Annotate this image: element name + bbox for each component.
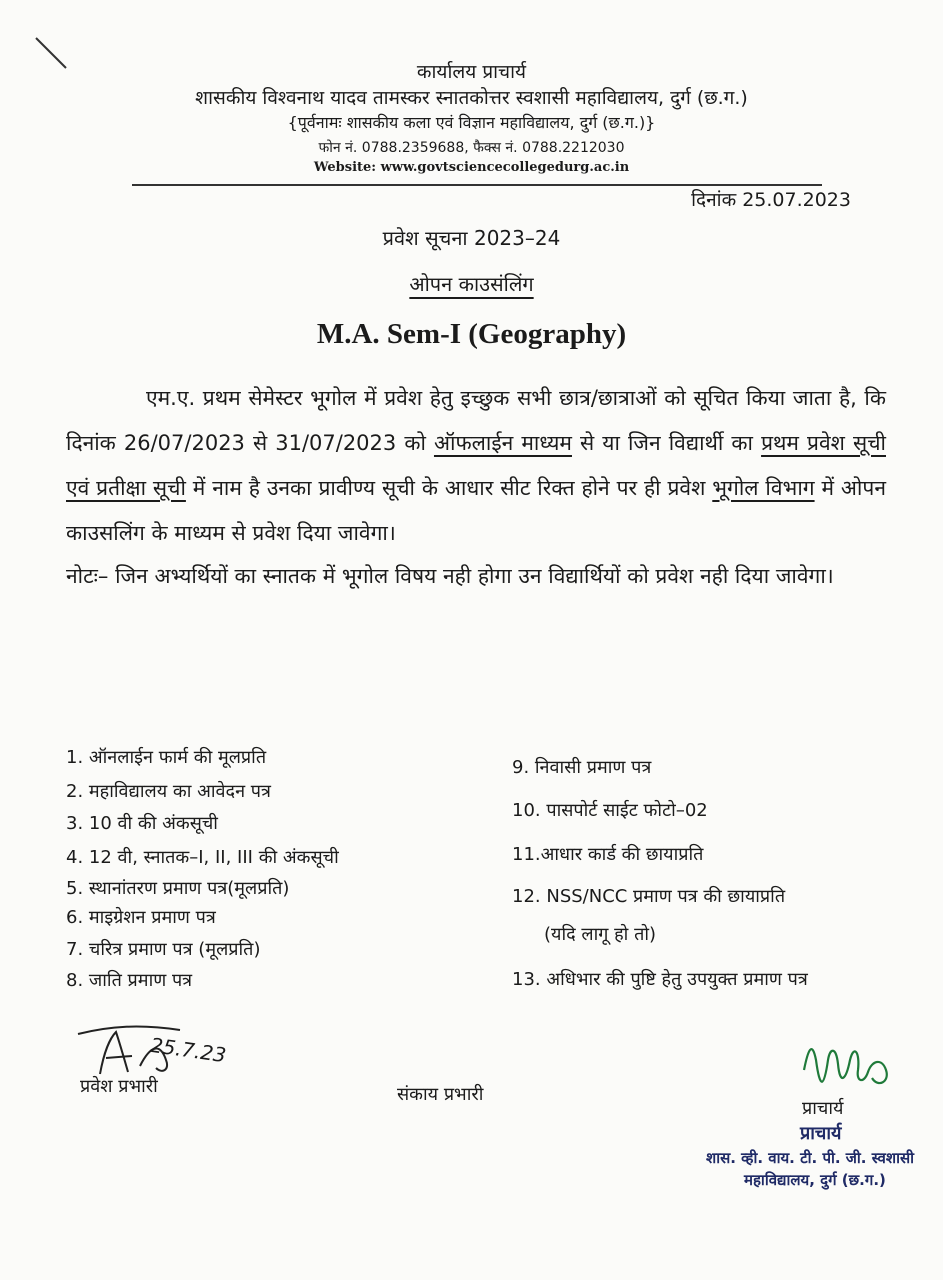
faculty-incharge-label: संकाय प्रभारी — [397, 1084, 484, 1105]
former-name: {पूर्वनामः शासकीय कला एवं विज्ञान महाविद्यालय, दुर्ग (छ.ग.)} — [287, 113, 656, 132]
list-item: 12. NSS/NCC प्रमाण पत्र की छायाप्रति — [512, 886, 786, 907]
notice-note: नोटः– जिन अभ्यर्थियों का स्नातक में भूगोल विषय नही होगा उन विद्यार्थियों को प्रवेश नही दिया जावेगा। — [66, 564, 834, 588]
list-item: 6. माइग्रेशन प्रमाण पत्र — [66, 907, 216, 928]
list-item: 1. ऑनलाईन फार्म की मूलप्रति — [66, 747, 267, 768]
merit-list-ref: प्रथम प्रवेश सूची एवं प्रतीक्षा सूची — [66, 431, 886, 500]
stamp-line-2: महाविद्यालय, दुर्ग (छ.ग.) — [744, 1171, 886, 1189]
contact-info: फोन नं. 0788.2359688, फैक्स नं. 0788.2212030 — [318, 140, 625, 156]
office-heading: कार्यालय प्राचार्य — [416, 61, 527, 83]
admission-incharge-label: प्रवेश प्रभारी — [80, 1076, 158, 1097]
list-item: 3. 10 वी की अंकसूची — [66, 813, 218, 834]
list-item: 9. निवासी प्रमाण पत्र — [512, 757, 652, 778]
list-item: 4. 12 वी, स्नातक–I, II, III की अंकसूची — [66, 847, 339, 868]
notice-subtitle — [0, 270, 943, 297]
list-item: 13. अधिभार की पुष्टि हेतु उपयुक्त प्रमाण पत्र — [512, 969, 808, 990]
offline-mode: ऑफलाईन माध्यम — [433, 431, 572, 455]
course-title: M.A. Sem-I (Geography) — [316, 318, 627, 350]
list-item: 2. महाविद्यालय का आवेदन पत्र — [66, 781, 271, 802]
principal-signature — [790, 1030, 900, 1100]
list-item: 7. चरित्र प्रमाण पत्र (मूलप्रति) — [66, 939, 261, 960]
notice-title: प्रवेश सूचना 2023–24 — [382, 226, 561, 250]
department-ref: भूगोल विभाग — [712, 476, 815, 500]
website: Website: www.govtsciencecollegedurg.ac.in — [313, 160, 630, 175]
list-item: 10. पासपोर्ट साईट फोटो–02 — [512, 800, 708, 821]
notice-body — [66, 376, 886, 596]
college-name: शासकीय विश्वनाथ यादव तामस्कर स्नातकोत्तर स्वशासी महाविद्यालय, दुर्ग (छ.ग.) — [195, 87, 748, 109]
list-item: 11.आधार कार्ड की छायाप्रति — [512, 844, 704, 865]
stamp-line-1: शास. व्ही. वाय. टी. पी. जी. स्वशासी — [706, 1149, 915, 1167]
notice-date: दिनांक 25.07.2023 — [691, 189, 851, 211]
notice-paragraph: एम.ए. प्रथम सेमेस्टर भूगोल में प्रवेश हेतु इच्छुक सभी छात्र/छात्राओं को सूचित किया जाता है, कि दिनांक 26/07/2023 से 31/07/2023 को ऑफलाईन माध्यम से या जिन विद्यार्थी का प्रथम प्रवेश सूची एवं प्रतीक्षा सूची में नाम है उनका प्रावीण्य सूची के आधार सीट रिक्त होने पर ही प्रवेश भूगोल विभाग में ओपन काउसलिंग के माध्यम से प्रवेश दिया जावेगा। — [66, 386, 886, 545]
list-item: (यदि लागू हो तो) — [544, 924, 657, 945]
principal-label: प्राचार्य — [802, 1098, 844, 1119]
list-item: 5. स्थानांतरण प्रमाण पत्र(मूलप्रति) — [66, 878, 290, 899]
subtitle-text: ओपन काउसंलिंग — [409, 272, 534, 296]
signature-date: 25.7.23 — [148, 1032, 228, 1068]
stamp-title: प्राचार्य — [800, 1123, 842, 1144]
list-item: 8. जाति प्रमाण पत्र — [66, 970, 193, 991]
